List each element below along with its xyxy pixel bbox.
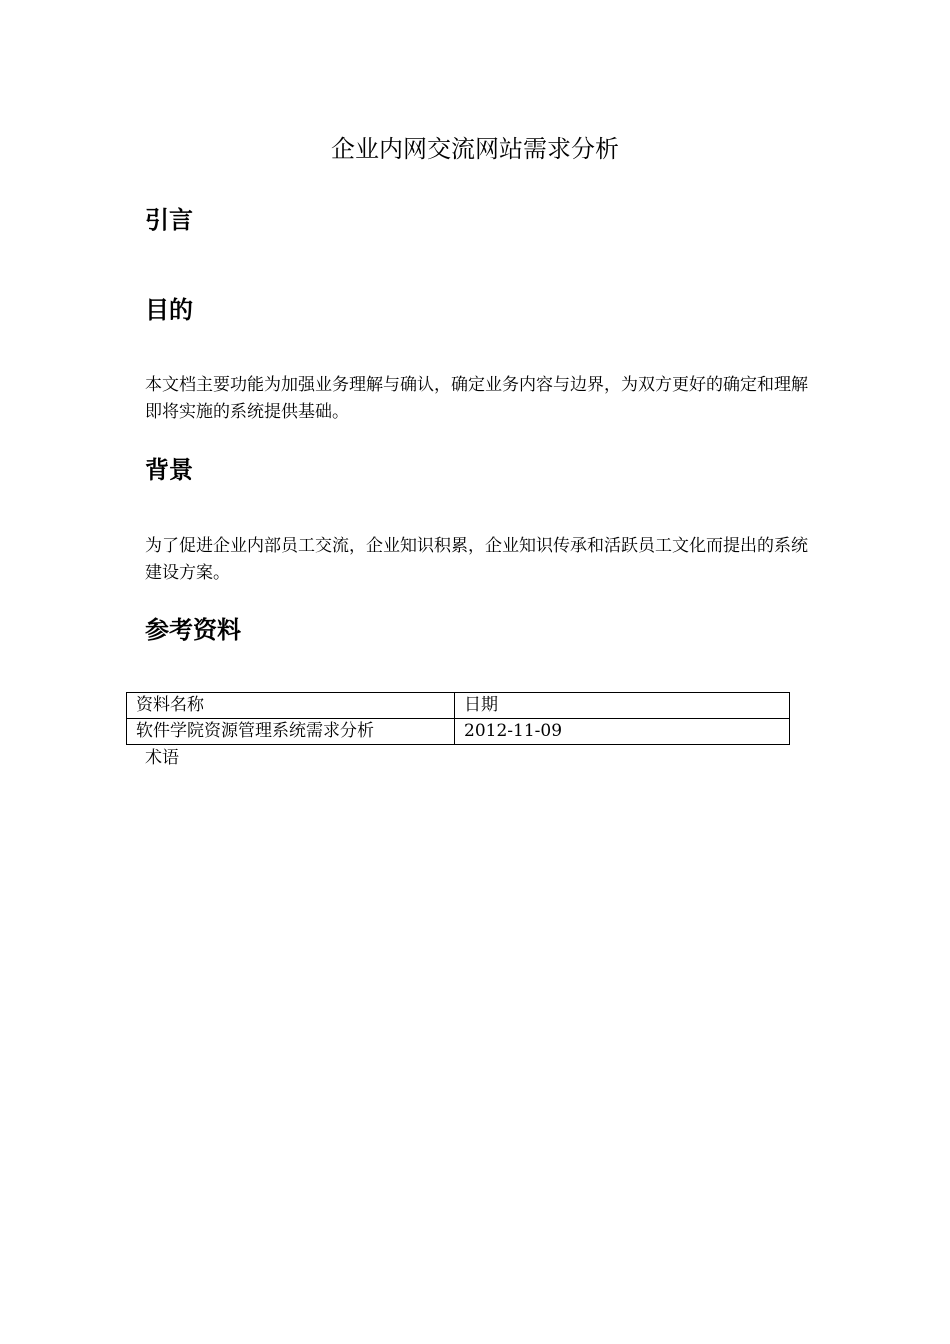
table-header-cell: 资料名称 bbox=[127, 693, 455, 719]
heading-references: 参考资料 bbox=[145, 616, 241, 644]
heading-purpose: 目的 bbox=[145, 296, 193, 324]
heading-intro: 引言 bbox=[145, 206, 193, 234]
paragraph-purpose: 本文档主要功能为加强业务理解与确认，确定业务内容与边界，为双方更好的确定和理解即将实施的系统提供基础。 bbox=[145, 375, 808, 422]
table-row bbox=[127, 719, 790, 745]
heading-terms: 术语 bbox=[145, 748, 179, 768]
table-cell: 软件学院资源管理系统需求分析 bbox=[127, 719, 455, 745]
paragraph-background: 为了促进企业内部员工交流，企业知识积累，企业知识传承和活跃员工文化而提出的系统建设方案。 bbox=[145, 536, 808, 583]
references-table bbox=[126, 692, 790, 745]
table-cell: 2012-11-09 bbox=[455, 719, 790, 745]
table-header-cell: 日期 bbox=[455, 693, 790, 719]
document-title: 企业内网交流网站需求分析 bbox=[331, 135, 619, 163]
table-header-row bbox=[127, 693, 790, 719]
heading-background: 背景 bbox=[145, 456, 193, 484]
